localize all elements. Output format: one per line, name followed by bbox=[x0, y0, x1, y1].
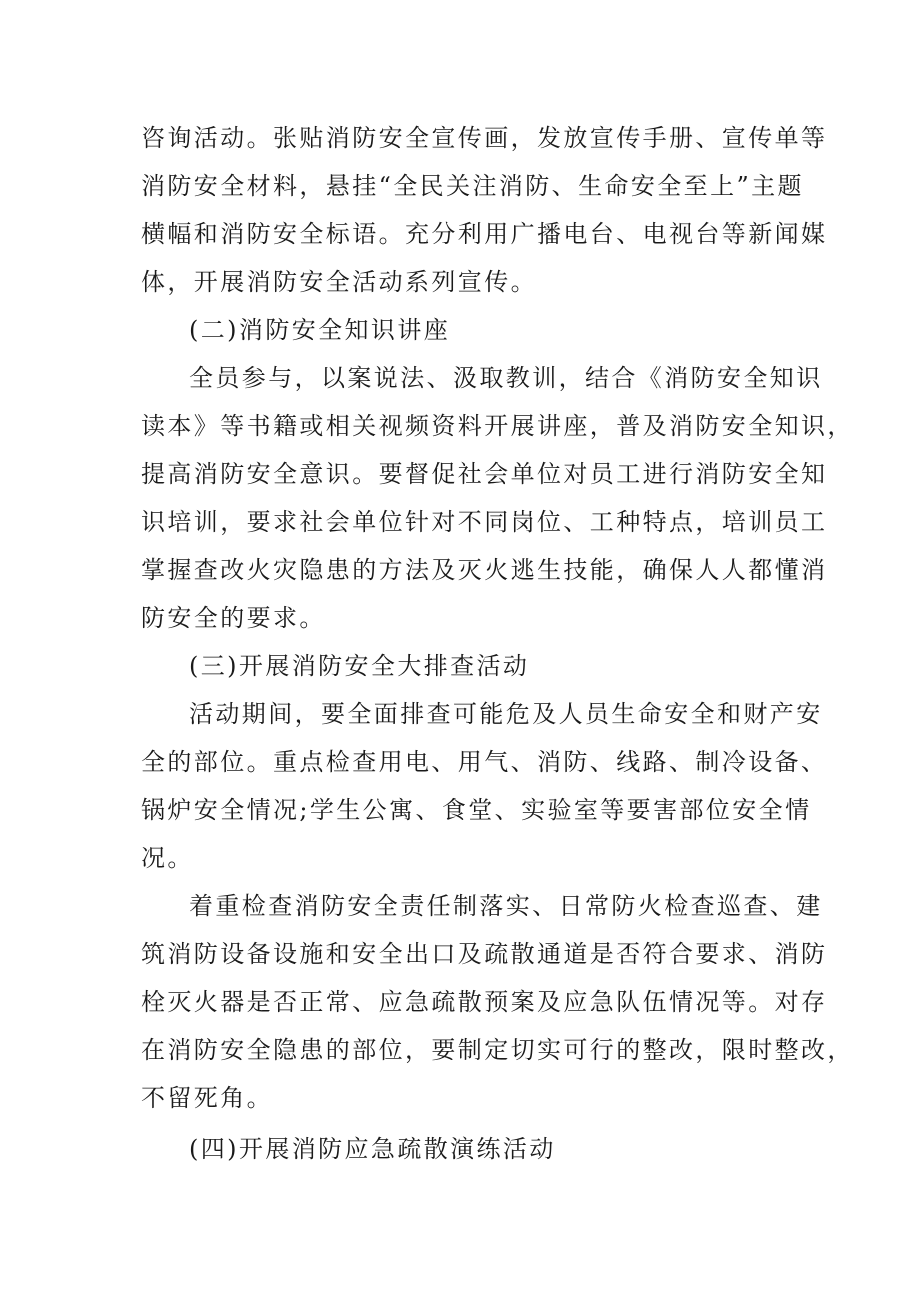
section-heading: (三)开展消防安全大排查活动 bbox=[189, 652, 530, 680]
paragraph-line: 消防安全材料，悬挂“全民关注消防、生命安全至上”主题 bbox=[141, 172, 804, 200]
paragraph-line: 体，开展消防安全活动系列宣传。 bbox=[141, 268, 537, 296]
paragraph-line: 防安全的要求。 bbox=[141, 604, 326, 632]
paragraph-line: 咨询活动。张贴消防安全宣传画，发放宣传手册、宣传单等 bbox=[141, 124, 828, 152]
paragraph-line: 全员参与，以案说法、汲取教训，结合《消防安全知识 bbox=[189, 364, 823, 392]
paragraph-line: 横幅和消防安全标语。充分利用广播电台、电视台等新闻媒 bbox=[141, 220, 828, 248]
paragraph-line: 识培训，要求社会单位针对不同岗位、工种特点，培训员工 bbox=[141, 508, 828, 536]
paragraph-line: 况。 bbox=[141, 844, 194, 872]
paragraph-line: 全的部位。重点检查用电、用气、消防、线路、制冷设备、 bbox=[141, 748, 828, 776]
paragraph-line: 在消防安全隐患的部位，要制定切实可行的整改，限时整改， bbox=[141, 1036, 854, 1064]
paragraph-line: 提高消防安全意识。要督促社会单位对员工进行消防安全知 bbox=[141, 460, 828, 488]
paragraph-line: 读本》等书籍或相关视频资料开展讲座，普及消防安全知识， bbox=[141, 412, 854, 440]
paragraph-line: 锅炉安全情况;学生公寓、食堂、实验室等要害部位安全情 bbox=[141, 796, 812, 824]
paragraph-line: 活动期间，要全面排查可能危及人员生命安全和财产安 bbox=[189, 700, 823, 728]
section-heading: (四)开展消防应急疏散演练活动 bbox=[189, 1135, 556, 1163]
paragraph-line: 不留死角。 bbox=[141, 1084, 273, 1112]
paragraph-line: 栓灭火器是否正常、应急疏散预案及应急队伍情况等。对存 bbox=[141, 988, 828, 1016]
section-heading: (二)消防安全知识讲座 bbox=[189, 316, 451, 344]
paragraph-line: 着重检查消防安全责任制落实、日常防火检查巡查、建 bbox=[189, 892, 823, 920]
paragraph-line: 掌握查改火灾隐患的方法及灭火逃生技能，确保人人都懂消 bbox=[141, 556, 828, 584]
paragraph-line: 筑消防设备设施和安全出口及疏散通道是否符合要求、消防 bbox=[141, 940, 828, 968]
